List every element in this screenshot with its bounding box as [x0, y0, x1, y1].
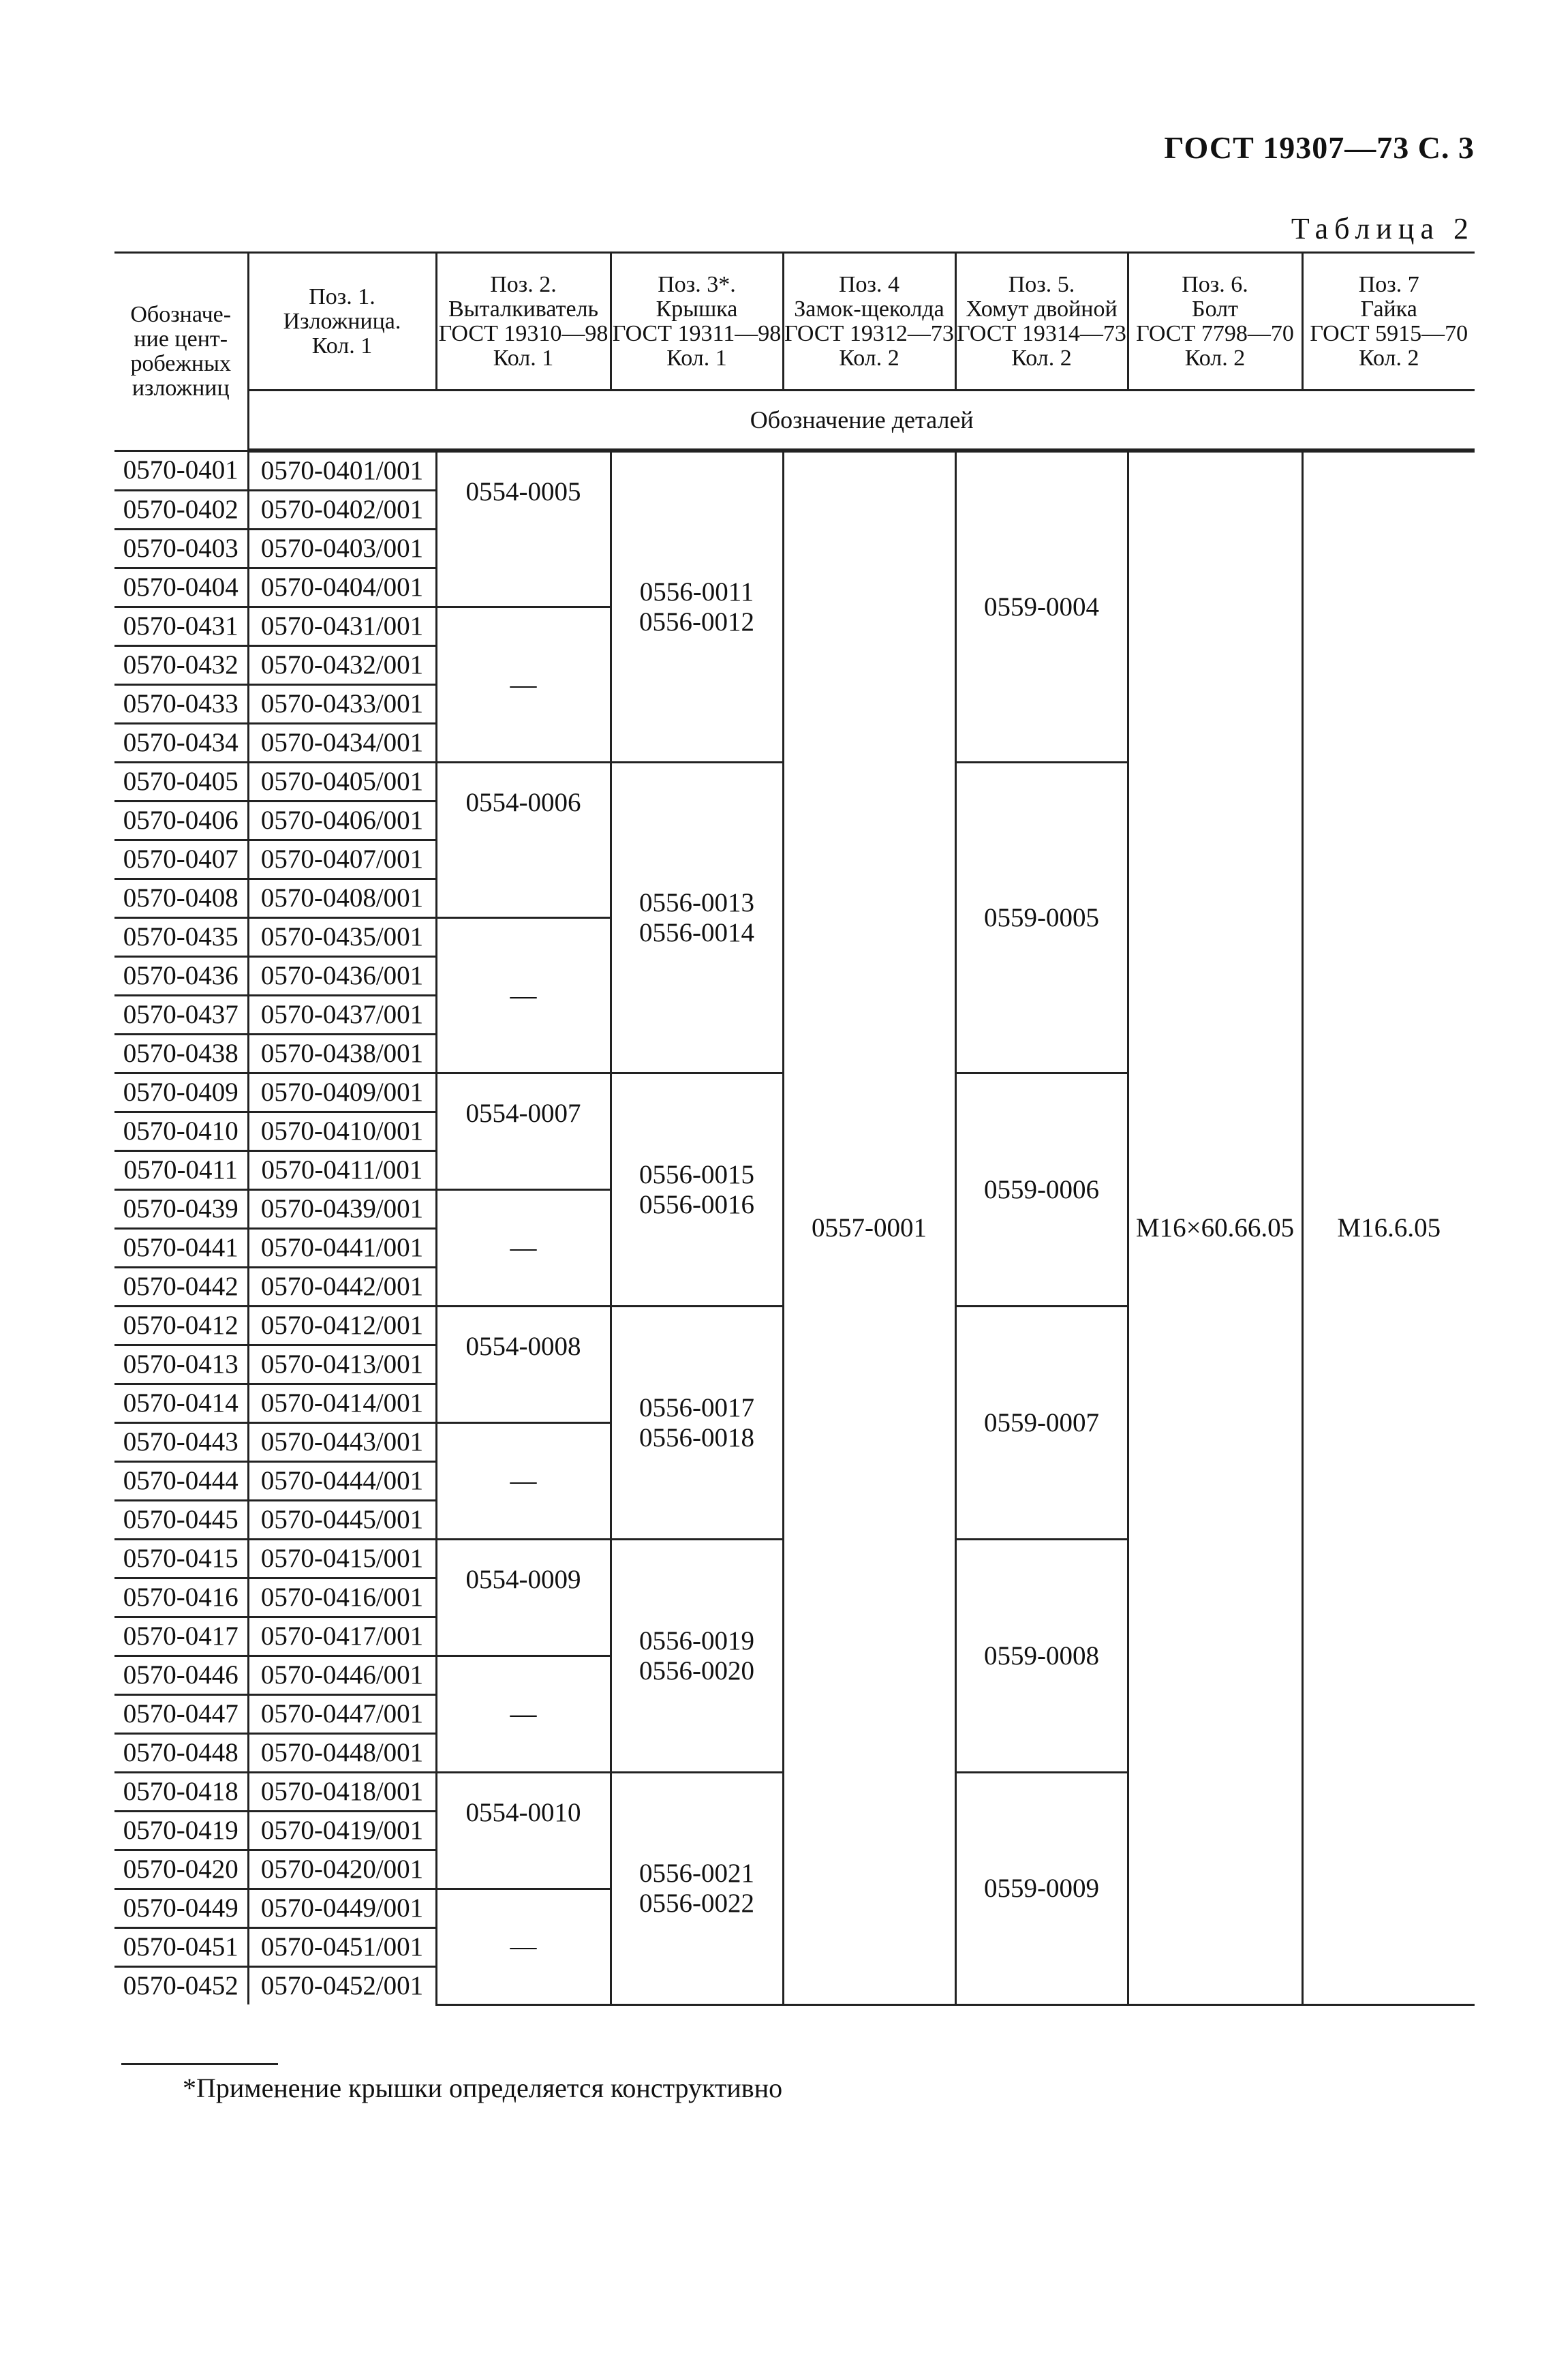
- header-line: робежных: [130, 350, 231, 376]
- mold-designation-cell: 0570-0415: [114, 1540, 248, 1578]
- header-line: Поз. 5.: [1008, 271, 1075, 297]
- cover-cell: [611, 1073, 783, 1307]
- mold-designation-cell: 0570-0419: [114, 1812, 248, 1850]
- cover-code: 0556-0016: [639, 1189, 754, 1219]
- mold-designation-cell: 0570-0404: [114, 568, 248, 607]
- mold-part-cell: 0570-0420/001: [248, 1850, 436, 1889]
- mold-part-cell: 0570-0408/001: [248, 879, 436, 918]
- mold-part-cell: 0570-0404/001: [248, 568, 436, 607]
- table-head: [114, 253, 1475, 451]
- header-line: ГОСТ 7798—70: [1136, 320, 1294, 346]
- mold-designation-cell: 0570-0439: [114, 1190, 248, 1229]
- col-header-pos7: [1302, 253, 1475, 391]
- table-body: [114, 451, 1475, 2004]
- header-line: Хомут двойной: [966, 296, 1118, 322]
- cover-code: 0556-0017: [639, 1392, 754, 1422]
- mold-designation-cell: 0570-0436: [114, 957, 248, 996]
- latch-cell: 0557-0001: [783, 451, 955, 2004]
- parts-designation-subheader: Обозначение деталей: [248, 391, 1475, 451]
- header-line: Кол. 1: [666, 345, 727, 371]
- col-header-pos3: [611, 253, 783, 391]
- mold-part-cell: 0570-0441/001: [248, 1229, 436, 1268]
- mold-designation-cell: 0570-0418: [114, 1773, 248, 1812]
- mold-designation-cell: 0570-0416: [114, 1578, 248, 1617]
- mold-designation-cell: 0570-0446: [114, 1656, 248, 1695]
- mold-part-cell: 0570-0442/001: [248, 1268, 436, 1307]
- mold-designation-cell: 0570-0406: [114, 802, 248, 840]
- ejector-cell: 0554-0008: [436, 1307, 611, 1423]
- ejector-none-cell: —: [436, 1423, 611, 1540]
- header-line: Крышка: [656, 296, 738, 322]
- header-line: изложниц: [132, 375, 230, 401]
- mold-part-cell: 0570-0433/001: [248, 685, 436, 724]
- ejector-cell: 0554-0010: [436, 1773, 611, 1889]
- mold-designation-cell: 0570-0420: [114, 1850, 248, 1889]
- mold-designation-cell: 0570-0433: [114, 685, 248, 724]
- mold-part-cell: 0570-0418/001: [248, 1773, 436, 1812]
- mold-part-cell: 0570-0411/001: [248, 1151, 436, 1190]
- page-header: ГОСТ 19307—73 С. 3: [1164, 130, 1475, 165]
- mold-part-cell: 0570-0403/001: [248, 530, 436, 568]
- cover-cell: [611, 1307, 783, 1540]
- header-line: Кол. 1: [493, 345, 554, 371]
- mold-part-cell: 0570-0445/001: [248, 1501, 436, 1540]
- mold-part-cell: 0570-0438/001: [248, 1035, 436, 1073]
- mold-designation-cell: 0570-0438: [114, 1035, 248, 1073]
- mold-designation-cell: 0570-0403: [114, 530, 248, 568]
- mold-designation-cell: 0570-0448: [114, 1734, 248, 1773]
- header-line: Кол. 2: [1011, 345, 1072, 371]
- cover-code: 0556-0019: [639, 1626, 754, 1656]
- header-line: Кол. 1: [311, 333, 373, 358]
- col-header-pos6: [1128, 253, 1302, 391]
- mold-part-cell: 0570-0406/001: [248, 802, 436, 840]
- mold-part-cell: 0570-0437/001: [248, 996, 436, 1035]
- header-line: Поз. 6.: [1182, 271, 1248, 297]
- cover-code: 0556-0021: [639, 1858, 754, 1888]
- header-line: ГОСТ 19312—73: [784, 320, 954, 346]
- mold-part-cell: 0570-0447/001: [248, 1695, 436, 1734]
- mold-designation-cell: 0570-0432: [114, 646, 248, 685]
- mold-designation-cell: 0570-0408: [114, 879, 248, 918]
- cover-cell: [611, 763, 783, 1073]
- mold-part-cell: 0570-0414/001: [248, 1384, 436, 1423]
- header-line: ГОСТ 19310—98: [438, 320, 609, 346]
- ejector-none-cell: —: [436, 1656, 611, 1773]
- header-line: Поз. 3*.: [658, 271, 736, 297]
- mold-part-cell: 0570-0405/001: [248, 763, 436, 802]
- cover-code: 0556-0020: [639, 1656, 754, 1685]
- mold-part-cell: 0570-0407/001: [248, 840, 436, 879]
- mold-designation-cell: 0570-0449: [114, 1889, 248, 1928]
- mold-designation-cell: 0570-0409: [114, 1073, 248, 1112]
- header-line: ГОСТ 19314—73: [957, 320, 1126, 346]
- header-line: ГОСТ 5915—70: [1310, 320, 1468, 346]
- mold-designation-cell: 0570-0435: [114, 918, 248, 957]
- col-header-pos5: [955, 253, 1128, 391]
- mold-part-cell: 0570-0432/001: [248, 646, 436, 685]
- mold-designation-cell: 0570-0444: [114, 1462, 248, 1501]
- mold-designation-cell: 0570-0445: [114, 1501, 248, 1540]
- mold-designation-cell: 0570-0417: [114, 1617, 248, 1656]
- cover-code: 0556-0014: [639, 917, 754, 947]
- clamp-cell: 0559-0008: [955, 1540, 1128, 1773]
- table-caption: Таблица 2: [1291, 212, 1475, 245]
- mold-designation-cell: 0570-0413: [114, 1345, 248, 1384]
- ejector-cell: 0554-0005: [436, 451, 611, 607]
- mold-designation-cell: 0570-0431: [114, 607, 248, 646]
- header-line: Выталкиватель: [448, 296, 599, 322]
- header-line: ние цент-: [134, 326, 228, 352]
- mold-designation-cell: 0570-0441: [114, 1229, 248, 1268]
- clamp-cell: 0559-0005: [955, 763, 1128, 1073]
- header-line: Кол. 2: [839, 345, 899, 371]
- mold-designation-cell: 0570-0407: [114, 840, 248, 879]
- bolt-cell: М16×60.66.05: [1128, 451, 1302, 2004]
- parts-table: [114, 251, 1475, 2006]
- header-line: Поз. 1.: [309, 284, 375, 309]
- ejector-none-cell: —: [436, 918, 611, 1073]
- header-line: Поз. 4: [839, 271, 899, 297]
- nut-cell: М16.6.05: [1302, 451, 1475, 2004]
- mold-designation-cell: 0570-0452: [114, 1967, 248, 2005]
- header-line: Кол. 2: [1184, 345, 1246, 371]
- mold-designation-cell: 0570-0434: [114, 724, 248, 763]
- mold-designation-cell: 0570-0437: [114, 996, 248, 1035]
- mold-part-cell: 0570-0448/001: [248, 1734, 436, 1773]
- cover-cell: [611, 451, 783, 763]
- cover-cell: [611, 1773, 783, 2005]
- mold-part-cell: 0570-0401/001: [248, 451, 436, 491]
- mold-designation-cell: 0570-0412: [114, 1307, 248, 1345]
- mold-designation-cell: 0570-0414: [114, 1384, 248, 1423]
- footnote: *Применение крышки определяется конструктивно: [183, 2073, 783, 2103]
- header-line: Болт: [1192, 296, 1238, 322]
- mold-part-cell: 0570-0410/001: [248, 1112, 436, 1151]
- table-row: [114, 451, 1475, 491]
- mold-designation-cell: 0570-0405: [114, 763, 248, 802]
- mold-designation-cell: 0570-0411: [114, 1151, 248, 1190]
- mold-part-cell: 0570-0409/001: [248, 1073, 436, 1112]
- mold-part-cell: 0570-0449/001: [248, 1889, 436, 1928]
- mold-part-cell: 0570-0412/001: [248, 1307, 436, 1345]
- cover-code: 0556-0013: [639, 887, 754, 917]
- clamp-cell: 0559-0006: [955, 1073, 1128, 1307]
- footnote-rule: [121, 2063, 278, 2065]
- ejector-cell: 0554-0009: [436, 1540, 611, 1656]
- ejector-none-cell: —: [436, 1190, 611, 1307]
- mold-part-cell: 0570-0417/001: [248, 1617, 436, 1656]
- clamp-cell: 0559-0009: [955, 1773, 1128, 2005]
- header-line: Поз. 2.: [490, 271, 557, 297]
- mold-part-cell: 0570-0444/001: [248, 1462, 436, 1501]
- mold-part-cell: 0570-0435/001: [248, 918, 436, 957]
- header-line: Изложница.: [283, 308, 401, 334]
- col-header-pos4: [783, 253, 955, 391]
- header-line: Поз. 7: [1358, 271, 1419, 297]
- mold-part-cell: 0570-0431/001: [248, 607, 436, 646]
- clamp-cell: 0559-0007: [955, 1307, 1128, 1540]
- cover-code: 0556-0011: [639, 577, 754, 607]
- mold-designation-cell: 0570-0443: [114, 1423, 248, 1462]
- header-line: Кол. 2: [1358, 345, 1419, 371]
- mold-part-cell: 0570-0439/001: [248, 1190, 436, 1229]
- clamp-cell: 0559-0004: [955, 451, 1128, 763]
- ejector-cell: 0554-0006: [436, 763, 611, 918]
- mold-designation-cell: 0570-0410: [114, 1112, 248, 1151]
- mold-designation-cell: 0570-0402: [114, 491, 248, 530]
- cover-code: 0556-0012: [639, 607, 754, 637]
- mold-part-cell: 0570-0402/001: [248, 491, 436, 530]
- mold-part-cell: 0570-0413/001: [248, 1345, 436, 1384]
- header-line: Замок-щеколда: [794, 296, 944, 322]
- mold-part-cell: 0570-0443/001: [248, 1423, 436, 1462]
- mold-designation-cell: 0570-0451: [114, 1928, 248, 1967]
- col-header-pos2: [436, 253, 611, 391]
- mold-part-cell: 0570-0446/001: [248, 1656, 436, 1695]
- cover-code: 0556-0022: [639, 1888, 754, 1918]
- cover-code: 0556-0015: [639, 1159, 754, 1189]
- header-line: ГОСТ 19311—98: [612, 320, 782, 346]
- cover-code: 0556-0018: [639, 1422, 754, 1452]
- mold-part-cell: 0570-0436/001: [248, 957, 436, 996]
- mold-designation-cell: 0570-0442: [114, 1268, 248, 1307]
- mold-part-cell: 0570-0416/001: [248, 1578, 436, 1617]
- col-header-pos1: [248, 253, 436, 391]
- mold-part-cell: 0570-0434/001: [248, 724, 436, 763]
- ejector-none-cell: —: [436, 1889, 611, 2005]
- header-line: Гайка: [1360, 296, 1417, 322]
- ejector-cell: 0554-0007: [436, 1073, 611, 1190]
- header-line: Обозначе-: [130, 301, 232, 327]
- mold-designation-cell: 0570-0447: [114, 1695, 248, 1734]
- mold-designation-cell: 0570-0401: [114, 451, 248, 491]
- col-header-designation: [114, 253, 248, 451]
- ejector-none-cell: —: [436, 607, 611, 763]
- cover-cell: [611, 1540, 783, 1773]
- mold-part-cell: 0570-0451/001: [248, 1928, 436, 1967]
- mold-part-cell: 0570-0419/001: [248, 1812, 436, 1850]
- mold-part-cell: 0570-0415/001: [248, 1540, 436, 1578]
- mold-part-cell: 0570-0452/001: [248, 1967, 436, 2005]
